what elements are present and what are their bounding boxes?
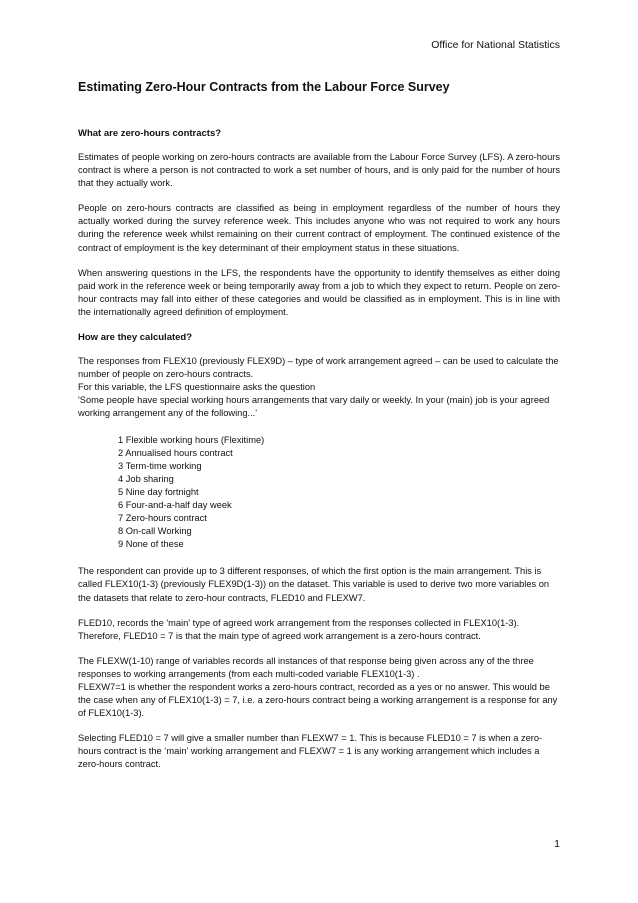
paragraph-flexw7: FLEXW7=1 is whether the respondent works a zero-hours contract, recorded as a yes or no answer. This would be the case when any of FLEX10(1-3) = 7, i.e. a zero-hours contract being a working arrangement is a response for any of FLEX10(1-3).: [78, 682, 558, 719]
list-item: 1 Flexible working hours (Flexitime): [118, 434, 265, 445]
list-item: 4 Job sharing: [118, 473, 174, 484]
paragraph-question-intro: For this variable, the LFS questionnaire asks the question: [78, 382, 316, 393]
paragraph-flexw-range: The FLEXW(1-10) range of variables records all instances of that response being given across any of the three responses to working arrangements (from each multi-coded variable FLEX10(1-3) .: [78, 655, 534, 679]
list-item: 2 Annualised hours contract: [118, 447, 233, 458]
list-item: 7 Zero-hours contract: [118, 513, 207, 524]
list-item: 9 None of these: [118, 539, 184, 550]
paragraph-answering: When answering questions in the LFS, the respondents have the opportunity to identify themselves as either doing paid work in the reference week or being temporarily away from a job to which they expect to return. People on zero-hour contracts may fall into either of these categories and would be classified as in employment. This is in line with the internationally agreed definition of employment.: [78, 267, 560, 317]
list-item: 8 On-call Working: [118, 526, 192, 537]
section-heading-what: What are zero-hours contracts?: [78, 128, 222, 139]
arrangement-options-list: [118, 434, 560, 552]
paragraph-question: 'Some people have special working hours arrangements that vary daily or weekly. In your (main) job is your agreed working arrangement any of the following...': [78, 395, 550, 419]
page-number: 1: [554, 838, 560, 850]
document-title: Estimating Zero-Hour Contracts from the Labour Force Survey: [78, 80, 450, 94]
paragraph-classification: People on zero-hours contracts are classified as being in employment regardless of the number of hours they actually worked during the survey reference week. This includes anyone who was not required to work any hours during the reference week whilst remaining on their current contract of employment. The continued existence of the contract of employment is the key determinant of their employment status in these situations.: [78, 203, 560, 253]
list-item: 3 Term-time working: [118, 460, 202, 471]
section-heading-how: How are they calculated?: [78, 332, 193, 344]
list-item: 5 Nine day fortnight: [118, 486, 199, 497]
page-header: Office for National Statistics: [431, 39, 560, 51]
paragraph-definition: Estimates of people working on zero-hours contracts are available from the Labour Force Survey (LFS). A zero-hours contract is where a person is not contracted to work a set number of hours, and is only paid for the number of hours that they actually work.: [78, 152, 560, 189]
list-item: 6 Four-and-a-half day week: [118, 499, 232, 510]
paragraph-fled10: FLED10, records the 'main' type of agreed work arrangement from the responses collected in FLEX10(1-3). Therefore, FLED10 = 7 is that the main type of agreed work arrangement is a zero-hours contract.: [78, 617, 520, 641]
paragraph-responses: The respondent can provide up to 3 different responses, of which the first option is the main arrangement. This is called FLEX10(1-3) (previously FLEX9D(1-3)) on the dataset. This variable is used to derive two more variables on the datasets that relate to zero-hour contracts, FLED10 and FLEXW7.: [78, 566, 550, 603]
paragraph-comparison: Selecting FLED10 = 7 will give a smaller number than FLEXW7 = 1. This is because FLED10 = 7 is when a zero-hours contract is the ‘main’ working arrangement and FLEXW7 = 1 is any working arrangement which includes a zero-hours contract.: [78, 733, 543, 770]
page-content: [78, 80, 560, 784]
paragraph-flex10: The responses from FLEX10 (previously FLEX9D) – type of work arrangement agreed – can be used to calculate the number of people on zero-hours contracts.: [78, 356, 559, 380]
